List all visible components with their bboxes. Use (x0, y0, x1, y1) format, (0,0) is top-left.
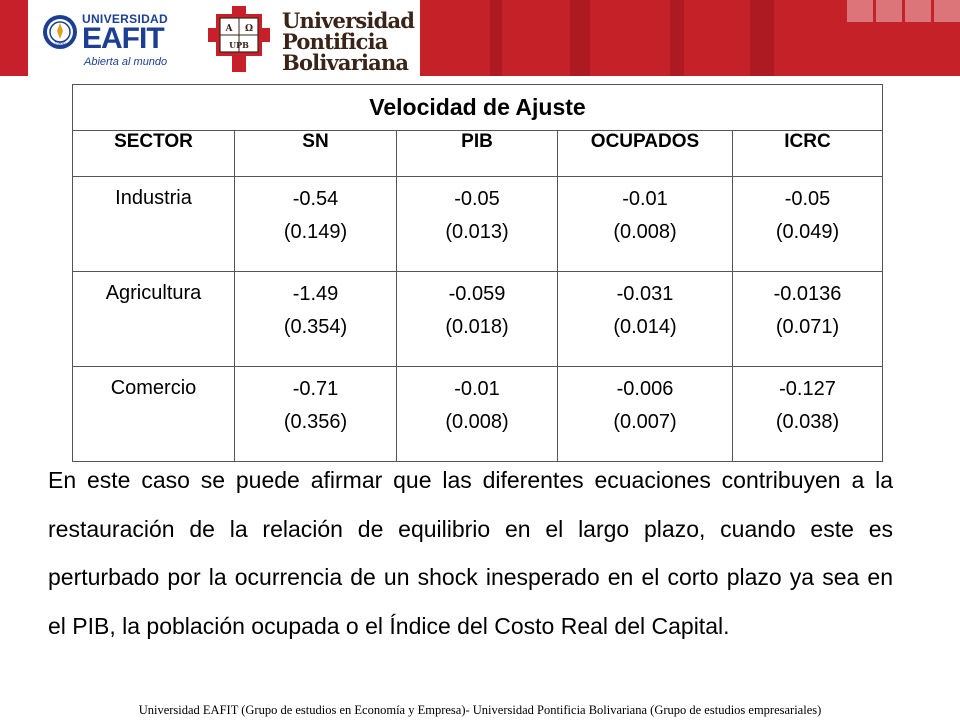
standard-error: (0.014) (613, 316, 677, 338)
coefficient: -0.05 (454, 188, 500, 210)
eafit-university-label: UNIVERSIDAD (82, 12, 168, 26)
upb-shield-icon (206, 4, 272, 74)
value-cell (558, 367, 733, 462)
value-cell (235, 272, 397, 367)
svg-text:1960: 1960 (54, 41, 66, 47)
header-stripe (670, 0, 684, 76)
table-title: Velocidad de Ajuste (73, 85, 883, 131)
column-header-ocupados: OCUPADOS (558, 131, 733, 177)
standard-error: (0.071) (775, 316, 840, 338)
column-header-sector: SECTOR (73, 131, 235, 177)
standard-error: (0.356) (283, 411, 348, 433)
coefficient: -0.71 (292, 378, 339, 400)
coefficient: -0.006 (616, 378, 674, 400)
table-row (73, 272, 883, 367)
standard-error: (0.008) (445, 411, 509, 433)
coefficient: -0.54 (292, 188, 339, 210)
value-cell (235, 177, 397, 272)
standard-error: (0.038) (775, 411, 840, 433)
table-row (73, 367, 883, 462)
coefficient: -0.05 (784, 188, 831, 210)
upb-name-line3: Bolivariana (282, 50, 409, 75)
value-cell (397, 367, 558, 462)
coefficient: -0.059 (448, 283, 506, 305)
value-cell (558, 177, 733, 272)
column-header-sn: SN (235, 131, 397, 177)
eafit-seal-icon (42, 12, 78, 56)
column-header-pib: PIB (397, 131, 558, 177)
coefficient: -0.01 (454, 378, 500, 400)
upb-logo (206, 4, 420, 74)
coefficient: -1.49 (292, 283, 339, 305)
value-cell (558, 272, 733, 367)
standard-error: (0.049) (775, 221, 840, 243)
standard-error: (0.013) (445, 221, 509, 243)
standard-error: (0.007) (613, 411, 677, 433)
table-row (73, 177, 883, 272)
eafit-name: EAFIT (82, 22, 164, 55)
value-cell (397, 177, 558, 272)
adjustment-speed-table (72, 84, 883, 462)
coefficient: -0.127 (779, 378, 836, 400)
coefficient: -0.01 (622, 188, 668, 210)
standard-error: (0.354) (283, 316, 348, 338)
svg-text:Ω: Ω (244, 24, 254, 34)
value-cell (733, 367, 883, 462)
eafit-logo (42, 10, 192, 68)
sector-cell: Agricultura (73, 272, 235, 367)
sector-cell: Industria (73, 177, 235, 272)
value-cell (397, 272, 558, 367)
header-red-band-left (0, 0, 28, 76)
coefficient: -0.0136 (773, 283, 842, 305)
standard-error: (0.018) (445, 316, 509, 338)
header-banner (0, 0, 960, 76)
value-cell (733, 177, 883, 272)
standard-error: (0.008) (613, 221, 677, 243)
header-stripe (490, 0, 502, 76)
header-stripe (750, 0, 774, 76)
table-header-row (73, 131, 883, 177)
sector-cell: Comercio (73, 367, 235, 462)
header-squares-decoration (844, 0, 960, 28)
column-header-icrc: ICRC (733, 131, 883, 177)
value-cell (235, 367, 397, 462)
header-red-band-right (420, 0, 960, 76)
coefficient: -0.031 (616, 283, 674, 305)
upb-name-line1: Universidad (282, 8, 415, 33)
header-stripe (570, 0, 590, 76)
svg-text:UPB: UPB (229, 40, 249, 50)
value-cell (733, 272, 883, 367)
upb-name-line2: Pontificia (282, 29, 388, 54)
conclusion-paragraph: En este caso se puede afirmar que las diferentes ecuaciones contribuyen a la restauración de la relación de equilibrio en el largo plazo, cuando este es perturbado por la ocurrencia de un shock inesperado en el corto plazo ya sea en el PIB, la población ocupada o el Índice del Costo Real del Capital. (48, 467, 893, 639)
eafit-tagline: Abierta al mundo (84, 56, 168, 68)
footer-credits: Universidad EAFIT (Grupo de estudios en Economía y Empresa)- Universidad Pontificia Bolivariana (Grupo de estudios empresariales) (138, 703, 822, 717)
standard-error: (0.149) (283, 221, 348, 243)
svg-text:A: A (225, 24, 233, 34)
